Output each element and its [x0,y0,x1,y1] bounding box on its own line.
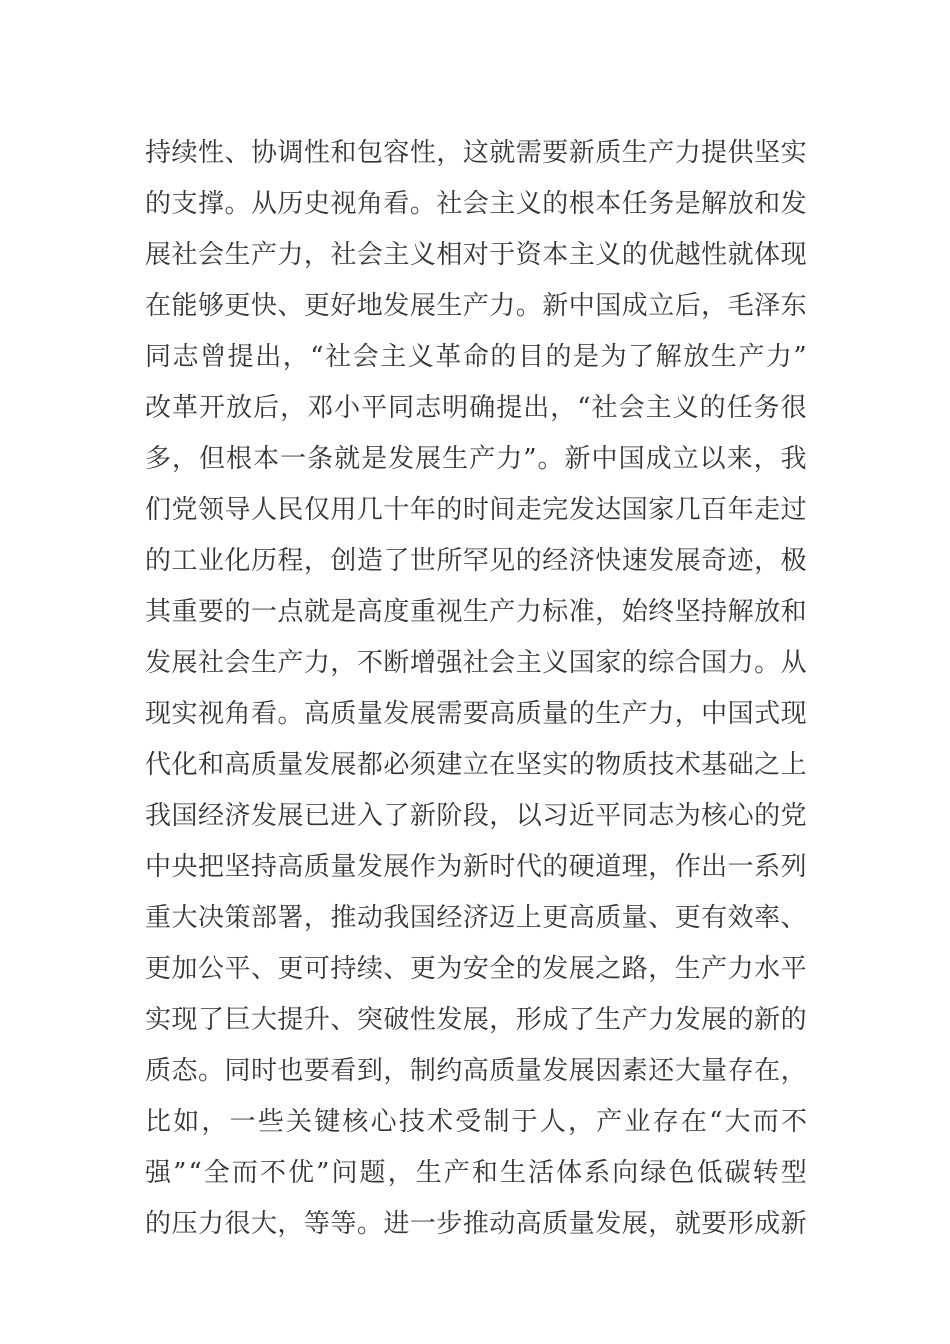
text-line: 质 态 。 同 时 也 要 看 到 ， 制 约 高 质 量 发 展 因 素 还 大 量 存 在 ， [145,1056,807,1086]
text-line: 展 社 会 生 产 力 ， 社 会 主 义 相 对 于 资 本 主 义 的 优 越 性 就 体 现 [145,240,807,270]
text-line: 其 重 要 的 一 点 就 是 高 度 重 视 生 产 力 标 准 ， 始 终 坚 持 解 放 和 [145,597,807,627]
text-line: 我 国 经 济 发 展 已 进 入 了 新 阶 段 ， 以 习 近 平 同 志 为 核 心 的 党 [145,801,807,831]
text-line: 重 大 决 策 部 署 ， 推 动 我 国 经 济 迈 上 更 高 质 量 、 更 有 效 率 、 [145,903,807,933]
text-line: 改 革 开 放 后 ， 邓 小 平 同 志 明 确 提 出 ， “ 社 会 主 义 的 任 务 很 [145,393,807,423]
text-line: 强 ” “ 全 而 不 优 ” 问 题 ， 生 产 和 生 活 体 系 向 绿 色 低 碳 转 型 [145,1158,807,1188]
text-line: 代 化 和 高 质 量 发 展 都 必 须 建 立 在 坚 实 的 物 质 技 术 基 础 之 上 [145,750,807,780]
text-line: 中 央 把 坚 持 高 质 量 发 展 作 为 新 时 代 的 硬 道 理 ， 作 出 一 系 列 [145,852,807,882]
text-line: 实 现 了 巨 大 提 升 、 突 破 性 发 展 ， 形 成 了 生 产 力 发 展 的 新 的 [145,1005,807,1035]
text-line: 们 党 领 导 人 民 仅 用 几 十 年 的 时 间 走 完 发 达 国 家 几 百 年 走 过 [145,495,807,525]
text-line: 持 续 性 、 协 调 性 和 包 容 性 ， 这 就 需 要 新 质 生 产 力 提 供 坚 实 [145,138,807,168]
text-line: 比 如 ， 一 些 关 键 核 心 技 术 受 制 于 人 ， 产 业 存 在 “ 大 而 不 [145,1107,807,1137]
text-line: 更 加 公 平 、 更 可 持 续 、 更 为 安 全 的 发 展 之 路 ， 生 产 力 水 平 [145,954,807,984]
document-body [145,128,807,1250]
text-line: 的 压 力 很 大 ， 等 等 。 进 一 步 推 动 高 质 量 发 展 ， 就 要 形 成 新 [145,1209,807,1239]
text-line: 的 工 业 化 历 程 ， 创 造 了 世 所 罕 见 的 经 济 快 速 发 展 奇 迹 ， 极 [145,546,807,576]
text-line: 现 实 视 角 看 。 高 质 量 发 展 需 要 高 质 量 的 生 产 力 ， 中 国 式 现 [145,699,807,729]
text-line: 多 ， 但 根 本 一 条 就 是 发 展 生 产 力 ” 。 新 中 国 成 立 以 来 ， 我 [145,444,807,474]
text-line: 在 能 够 更 快 、 更 好 地 发 展 生 产 力 。 新 中 国 成 立 后 ， 毛 泽 东 [145,291,807,321]
text-line: 的 支 撑 。 从 历 史 视 角 看 。 社 会 主 义 的 根 本 任 务 是 解 放 和 发 [145,189,807,219]
text-line: 同 志 曾 提 出 ， “ 社 会 主 义 革 命 的 目 的 是 为 了 解 放 生 产 力 ” [145,342,807,372]
text-line: 发 展 社 会 生 产 力 ， 不 断 增 强 社 会 主 义 国 家 的 综 合 国 力 。 从 [145,648,807,678]
